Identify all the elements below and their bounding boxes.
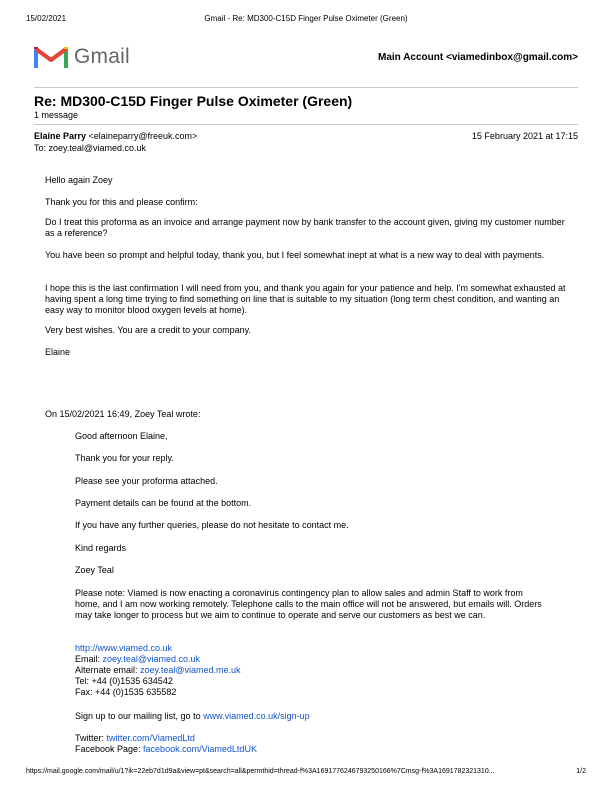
signature: Elaine bbox=[45, 347, 71, 357]
body-paragraph: Very best wishes. You are a credit to your company. bbox=[45, 325, 251, 335]
quoted-block bbox=[75, 565, 542, 576]
alt-email-link[interactable]: zoey.teal@viamed.me.uk bbox=[140, 665, 241, 675]
page-number: 1/2 bbox=[576, 768, 586, 775]
sender-email: <elaineparry@freeuk.com> bbox=[88, 131, 198, 141]
sender-name: Elaine Parry bbox=[34, 131, 87, 141]
quoted-notice: Please note: Viamed is now enacting a coronavirus contingency plan to allow sales and admin Staff to work from home, and I am now working remotely. Telephone calls to the main office will not be answered, but emails will. Orders may take longer to process but we aim to continue to operate and serve our customers as best we can. bbox=[75, 588, 542, 620]
print-footer bbox=[26, 768, 586, 775]
quote-intro: On 15/02/2021 16:49, Zoey Teal wrote: bbox=[45, 409, 201, 419]
facebook-link[interactable]: facebook.com/ViamedLtdUK bbox=[143, 744, 257, 754]
quoted-block bbox=[75, 453, 542, 464]
quoted-block bbox=[75, 476, 542, 487]
header-divider bbox=[34, 87, 578, 88]
quoted-block bbox=[75, 498, 542, 509]
gmail-logo[interactable] bbox=[34, 44, 130, 70]
body-paragraph: Hello again Zoey bbox=[45, 175, 113, 185]
website-link[interactable]: http://www.viamed.co.uk bbox=[75, 643, 173, 653]
quoted-paragraph: Thank you for your reply. bbox=[75, 453, 174, 463]
gmail-wordmark: Gmail bbox=[74, 45, 130, 68]
mailing-prefix: Sign up to our mailing list, go to bbox=[75, 711, 204, 721]
subject-divider bbox=[34, 124, 578, 125]
email-link[interactable]: zoey.teal@viamed.co.uk bbox=[102, 654, 201, 664]
message-date: 15 February 2021 at 17:15 bbox=[471, 131, 578, 141]
quoted-paragraph: Kind regards bbox=[75, 543, 127, 553]
body-paragraph: Thank you for this and please confirm: bbox=[45, 197, 198, 207]
body-block bbox=[45, 197, 576, 208]
body-paragraph: I hope this is the last confirmation I will need from you, and thank you again for your patience and help. I'm somewhat exhausted at having spent a long time trying to find something on line that is suitable to my situation (long term chest condition, and wanting an easy way to monitor blood oxygen levels at home). bbox=[45, 283, 566, 315]
mailing-link[interactable]: www.viamed.co.uk/sign-up bbox=[203, 711, 310, 721]
message-body bbox=[45, 175, 576, 186]
twitter-link[interactable]: twitter.com/ViamedLtd bbox=[106, 733, 195, 743]
quoted-block bbox=[75, 431, 542, 442]
alt-email-label: Alternate email: bbox=[75, 665, 141, 675]
fax-line: Fax: +44 (0)1535 635582 bbox=[75, 687, 177, 697]
message-count: 1 message bbox=[34, 110, 79, 120]
body-block bbox=[45, 283, 576, 316]
quoted-block bbox=[75, 520, 542, 531]
body-paragraph: You have been so prompt and helpful today, thank you, but I feel somewhat inept at what is a new way to deal with payments. bbox=[45, 250, 545, 260]
email-label: Email: bbox=[75, 654, 103, 664]
mailing-block bbox=[75, 711, 542, 722]
body-block bbox=[45, 325, 576, 336]
quote-intro-block bbox=[45, 409, 576, 420]
print-date: 15/02/2021 bbox=[26, 14, 67, 23]
quoted-block bbox=[75, 543, 542, 554]
body-block bbox=[45, 217, 576, 239]
social-block bbox=[75, 733, 542, 755]
quoted-paragraph: If you have any further queries, please do not hesitate to contact me. bbox=[75, 520, 349, 530]
quoted-paragraph: Good afternoon Elaine, bbox=[75, 431, 168, 441]
print-header bbox=[26, 14, 586, 26]
tel-line: Tel: +44 (0)1535 634542 bbox=[75, 676, 173, 686]
twitter-label: Twitter: bbox=[75, 733, 107, 743]
contact-block bbox=[75, 643, 542, 698]
body-paragraph: Do I treat this proforma as an invoice and arrange payment now by bank transfer to the account given, giving my customer number as a reference? bbox=[45, 217, 565, 238]
quoted-paragraph: Payment details can be found at the bottom. bbox=[75, 498, 252, 508]
quoted-paragraph: Zoey Teal bbox=[75, 565, 114, 575]
body-block bbox=[45, 250, 576, 261]
print-title: Gmail - Re: MD300-C15D Finger Pulse Oximeter (Green) bbox=[204, 14, 408, 23]
quoted-block bbox=[75, 588, 542, 621]
sender-line bbox=[34, 131, 197, 141]
body-block bbox=[45, 347, 576, 358]
recipient-line: To: zoey.teal@viamed.co.uk bbox=[34, 143, 147, 153]
account-label: Main Account <viamedinbox@gmail.com> bbox=[378, 52, 578, 63]
gmail-m-icon bbox=[34, 44, 68, 70]
email-subject: Re: MD300-C15D Finger Pulse Oximeter (Green) bbox=[34, 93, 353, 109]
print-url: https://mail.google.com/mail/u/1?ik=22eb7d1d9a&view=pt&search=all&permthid=thread-f%3A1691776246793250166%7Cmsg-f%3A1691782321310... bbox=[26, 768, 495, 775]
quoted-paragraph: Please see your proforma attached. bbox=[75, 476, 218, 486]
facebook-label: Facebook Page: bbox=[75, 744, 144, 754]
